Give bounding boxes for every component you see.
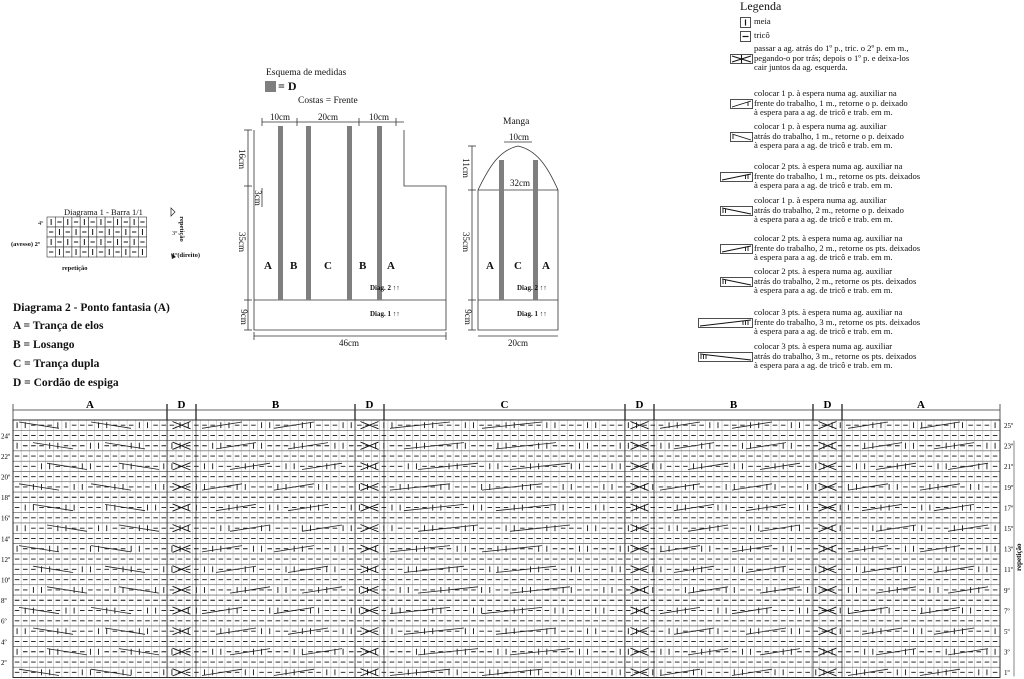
d1-cell <box>130 217 138 227</box>
chart-row <box>13 595 1000 605</box>
d1-cell <box>55 237 63 247</box>
d1-cell <box>97 217 105 227</box>
body-title: Costas = Frente <box>298 96 358 106</box>
section-label: D <box>177 399 186 411</box>
legend-text-c1b: colocar 1 p. à espera numa ag. auxiliar atrás do trabalho, 1 m., retorne o p. deixado à espera para a ag. de tricô e trab. em m. <box>754 121 904 151</box>
d1-cell <box>47 217 55 227</box>
d1-cell <box>138 247 146 257</box>
row-number-right: 19º <box>1004 483 1014 492</box>
legend-text-cross1: passar a ag. atrás do 1º p., tric. o 2º p. em m., pegando-o por trás; depois o 1º p. e deixa-los cair juntos da ag. esquerda. <box>754 43 910 73</box>
d1-cell <box>105 247 113 257</box>
d1-cell <box>113 237 121 247</box>
body-label-b1: B <box>290 260 298 272</box>
d1-cell <box>47 237 55 247</box>
d1-cell <box>89 227 97 237</box>
legend-text-c2b2: colocar 2 pts. à espera numa ag. auxiliar atrás do trabalho, 2 m., retorne os pts. deixados à espera para a ag. de tricô e trab. em m. <box>754 266 917 296</box>
sleeve-width: 20cm <box>508 338 528 348</box>
row-number-right: 1º <box>1004 669 1010 678</box>
section-label: B <box>729 399 738 411</box>
chart-row <box>13 482 1000 492</box>
chart-row <box>13 647 1000 657</box>
d1-cell <box>72 227 80 237</box>
legend-text-meia: meia <box>754 16 771 26</box>
d1-cell <box>72 237 80 247</box>
d1-cell <box>47 227 55 237</box>
d1-cell <box>130 237 138 247</box>
body-height-3: 9cm <box>238 309 249 325</box>
d1-cell <box>105 217 113 227</box>
body-shoulder: 3cm <box>252 190 263 206</box>
sleeve-label-a1: A <box>486 260 494 272</box>
row-number-left: 24º <box>1 432 11 441</box>
diagram1-repeat-right: repetição <box>177 216 185 242</box>
legend-text-c1b2: colocar 1 p. à espera numa ag. auxiliar atrás do trabalho, 2 m., retorne o p. deixado à espera para a ag. de tricô e trab. em m. <box>754 195 904 225</box>
row-number-left: 16º <box>1 514 11 523</box>
body-top-3: 10cm <box>369 112 389 122</box>
body-diag2: Diag. 2 ↑↑ <box>370 284 400 292</box>
section-label: A <box>86 399 94 411</box>
d1-cell <box>80 247 88 257</box>
row-number-right: 11º <box>1004 566 1013 575</box>
body-diag1: Diag. 1 ↑↑ <box>370 310 400 318</box>
swatch-label: = D <box>278 79 297 93</box>
d1-cell <box>122 237 130 247</box>
d1-cell <box>89 247 97 257</box>
diagram1-title: Diagrama 1 - Barra 1/1 <box>64 207 143 217</box>
diagram2-chart <box>0 396 1024 679</box>
d1-cell <box>138 227 146 237</box>
d1-cell <box>64 237 72 247</box>
chart-row <box>13 523 1000 533</box>
legend-text-trico: tricô <box>754 30 770 40</box>
sleeve-label-a2: A <box>542 260 550 272</box>
legend-text-c2f1: colocar 2 pts. à espera numa ag. auxiliar na frente do trabalho, 1 m., retorne os pts. deixados à espera para a ag. de tricô e trab. em m. <box>754 161 921 191</box>
chart-row <box>13 544 1000 554</box>
section-header <box>13 399 1000 420</box>
d1-cell <box>130 247 138 257</box>
sleeve-height-2: 35cm <box>461 232 471 252</box>
section-label: D <box>823 399 832 411</box>
section-label: D <box>635 399 644 411</box>
row-number-left: 20º <box>1 473 11 482</box>
d1-cell <box>130 227 138 237</box>
section-label: D <box>365 399 374 411</box>
d1-cell <box>72 217 80 227</box>
d1-cell <box>122 217 130 227</box>
body-label-b2: B <box>359 260 367 272</box>
legend-text-c2f2: colocar 2 pts. à espera numa ag. auxiliar na frente do trabalho, 2 m., retorne os pts. deixados à espera para a ag. de tricô e trab. em m. <box>754 233 921 263</box>
chart-row <box>13 533 1000 543</box>
d1-cell <box>80 227 88 237</box>
d1-cell <box>55 247 63 257</box>
row-number-left: 18º <box>1 494 11 503</box>
d1-cell <box>122 227 130 237</box>
chart-row <box>13 472 1000 482</box>
chart-row <box>13 564 1000 574</box>
row-number-left: 4º <box>1 638 7 647</box>
d1-cell <box>113 247 121 257</box>
chart-row <box>13 554 1000 564</box>
row-number-right: 7º <box>1004 607 1010 616</box>
d1-cell <box>64 247 72 257</box>
d1-cell <box>97 237 105 247</box>
chart-row <box>13 461 1000 471</box>
d1-cell <box>64 217 72 227</box>
body-top-1: 10cm <box>270 112 290 122</box>
chart-row <box>13 430 1000 440</box>
row-number-left: 6º <box>1 617 7 626</box>
d1-cell <box>47 247 55 257</box>
body-label-a1: A <box>264 260 272 272</box>
body-height-2: 35cm <box>237 232 247 252</box>
row-number-right: 17º <box>1004 504 1014 513</box>
sleeve-diag2: Diag. 2 ↑↑ <box>517 284 547 292</box>
diagram1-repeat-bottom: repetição <box>62 265 88 272</box>
d1-cell <box>97 227 105 237</box>
section-label: A <box>917 399 925 411</box>
legend-text-c3b3: colocar 3 pts. à espera numa ag. auxiliar atrás do trabalho, 3 m., retorne os pts. deixados à espera para a ag. de tricô e trab. em m. <box>754 341 917 371</box>
body-top-2: 20cm <box>318 112 338 122</box>
d1-cell <box>89 217 97 227</box>
d1-cell <box>72 247 80 257</box>
body-width: 46cm <box>339 338 359 348</box>
diagram1-row3: 3º <box>172 230 178 237</box>
sleeve-height-1: 11cm <box>460 158 471 178</box>
sleeve-label-c: C <box>514 260 522 272</box>
legend-text-c1f: colocar 1 p. à espera numa ag. auxiliar na frente do trabalho, 1 m., retorne o p. deixado à espera para a ag. de tricô e trab. em m. <box>754 88 908 118</box>
row-number-right: 23º <box>1004 442 1014 451</box>
row-number-right: 5º <box>1004 628 1010 637</box>
row-number-right: 9º <box>1004 586 1010 595</box>
chart-row <box>13 636 1000 646</box>
chart-row <box>13 492 1000 502</box>
diagram2-title: Diagrama 2 - Ponto fantasia (A) <box>13 302 170 314</box>
chart-row <box>13 441 1000 451</box>
d1-cell <box>113 217 121 227</box>
chart-row <box>13 667 1000 677</box>
body-height-1: 16cm <box>237 149 247 169</box>
row-number-left: 8º <box>1 597 7 606</box>
schema-title: Esquema de medidas <box>266 68 347 78</box>
row-number-right: 25º <box>1004 422 1014 431</box>
body-label-a2: A <box>387 260 395 272</box>
chart-row <box>13 451 1000 461</box>
body-label-c: C <box>324 260 332 272</box>
legend-title: Legenda <box>740 0 782 13</box>
row-number-left: 22º <box>1 452 11 461</box>
d1-cell <box>113 227 121 237</box>
sleeve-piece <box>468 142 558 336</box>
chart-row <box>13 605 1000 615</box>
diagram1-row1: 1º(direito) <box>172 252 201 259</box>
row-number-left: 12º <box>1 555 11 564</box>
chart-row <box>13 616 1000 626</box>
definition-d: D = Cordão de espiga <box>13 377 119 389</box>
sleeve-top: 10cm <box>509 132 529 142</box>
d1-cell <box>105 227 113 237</box>
d1-cell <box>138 217 146 227</box>
d1-cell <box>55 227 63 237</box>
row-number-right: 13º <box>1004 545 1014 554</box>
d1-cell <box>89 237 97 247</box>
row-number-left: 2º <box>1 658 7 667</box>
definition-b: B = Losango <box>13 339 75 351</box>
d1-cell <box>122 247 130 257</box>
d1-cell <box>80 217 88 227</box>
d1-cell <box>64 227 72 237</box>
sleeve-mid: 32cm <box>510 178 530 188</box>
body-piece <box>244 118 446 340</box>
diagram1-row4: 4º <box>38 220 44 227</box>
d1-cell <box>105 237 113 247</box>
row-number-left: 14º <box>1 535 11 544</box>
legend-text-c3f3: colocar 3 pts. à espera numa ag. auxiliar na frente do trabalho, 3 m., retorne os pts. deixados à espera para a ag. de tricô e trab. em m. <box>754 307 921 337</box>
d1-cell <box>80 237 88 247</box>
section-label: B <box>271 399 280 411</box>
chart-row <box>13 513 1000 523</box>
definition-c: C = Trança dupla <box>13 358 100 370</box>
chart-row <box>13 585 1000 595</box>
repeat-label: repetição <box>1015 543 1023 571</box>
arrow-icon <box>171 208 175 216</box>
sleeve-diag1: Diag. 1 ↑↑ <box>517 310 547 318</box>
row-number-right: 15º <box>1004 525 1014 534</box>
stitch-grid <box>13 420 1000 678</box>
chart-row <box>13 502 1000 512</box>
d1-cell <box>55 217 63 227</box>
definition-a: A = Trança de elos <box>13 320 104 332</box>
chart-row <box>13 626 1000 636</box>
chart-row <box>13 575 1000 585</box>
row-number-left: 10º <box>1 576 11 585</box>
d1-cell <box>97 247 105 257</box>
d1-cell <box>138 237 146 247</box>
sleeve-title: Manga <box>503 117 530 127</box>
chart-row <box>13 657 1000 667</box>
section-label: C <box>500 399 509 411</box>
row-number-right: 3º <box>1004 648 1010 657</box>
diagram1-row2: (avesso) 2º <box>11 241 41 248</box>
chart-row <box>13 420 1000 430</box>
sleeve-height-3: 9cm <box>462 309 473 325</box>
row-number-right: 21º <box>1004 463 1014 472</box>
